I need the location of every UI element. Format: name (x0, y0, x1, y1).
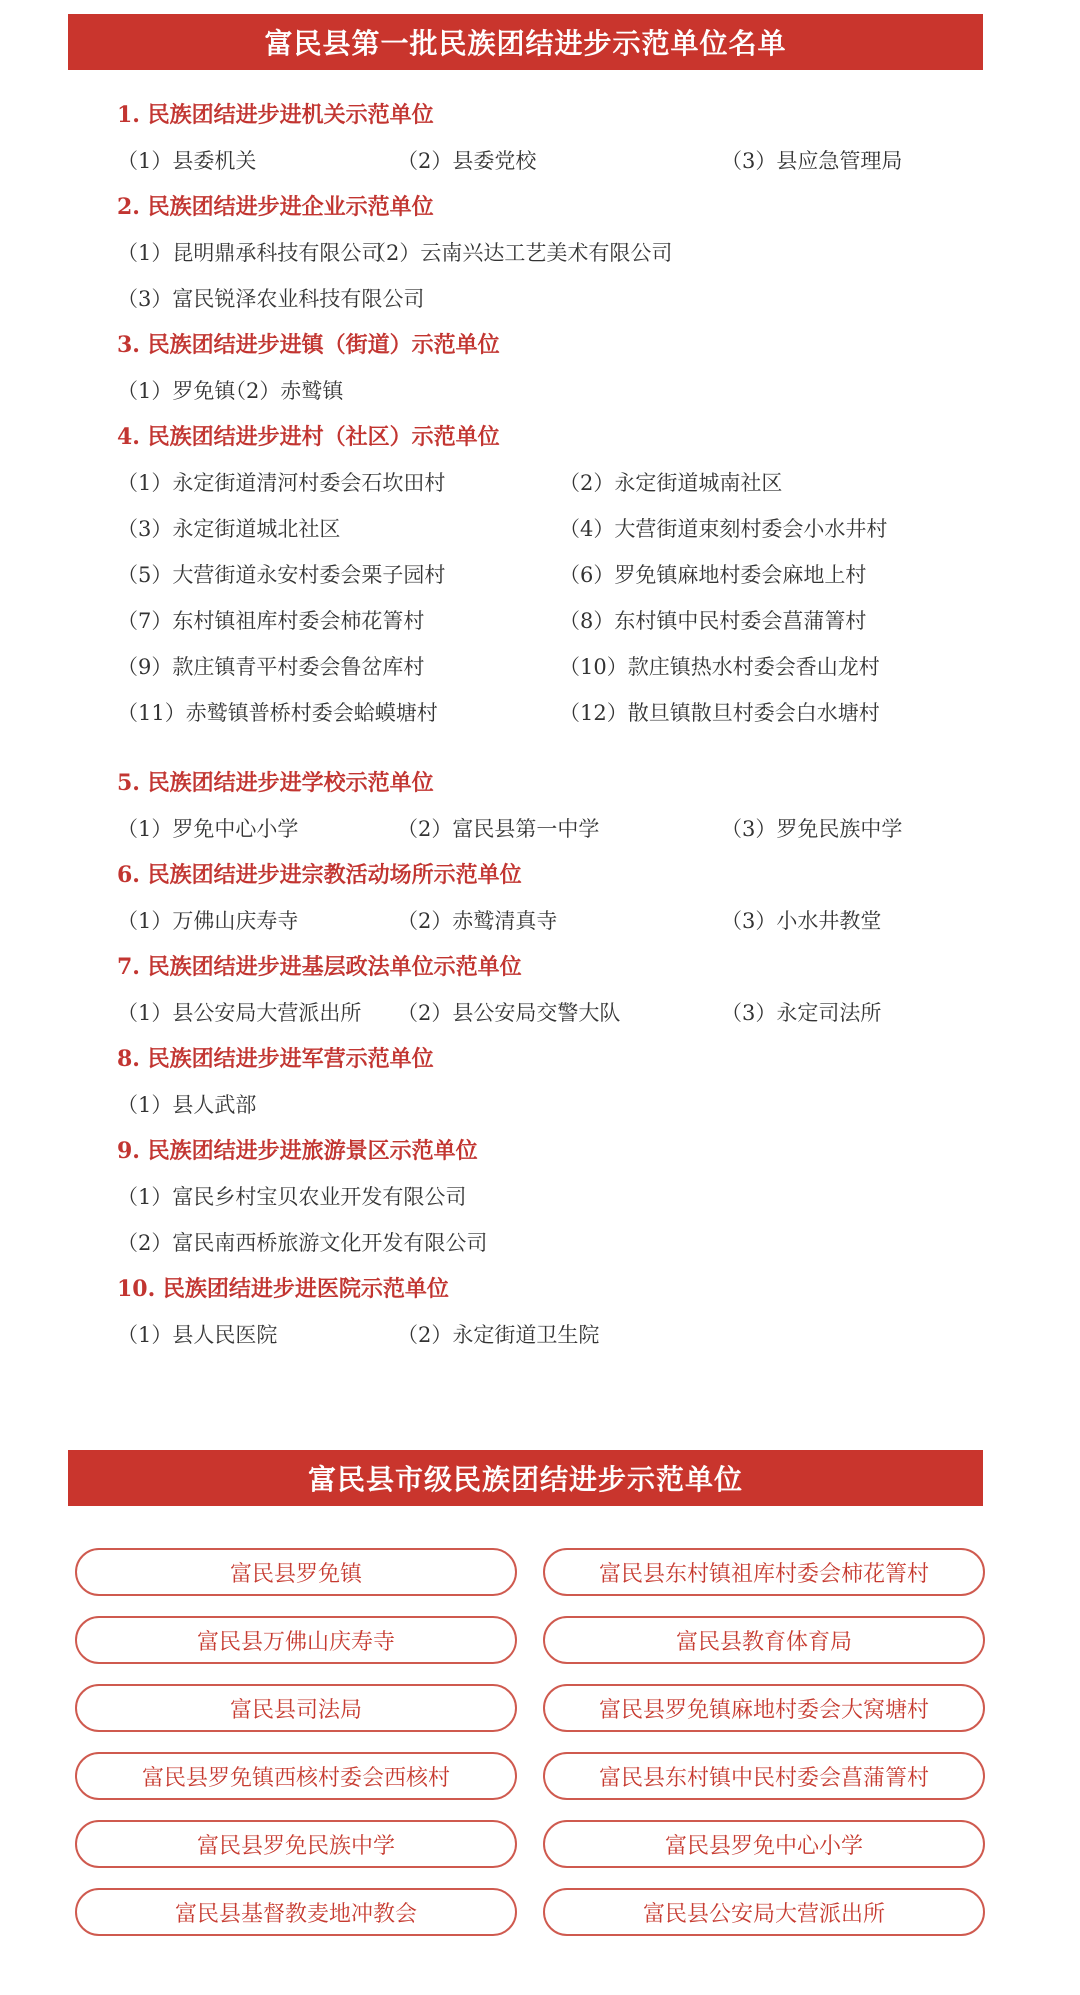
unit-row (117, 690, 997, 736)
category-title: 10. 民族团结进步进医院示范单位 (117, 1276, 449, 1302)
unit-item: （2）赤鹫清真寺 (397, 909, 558, 933)
unit-item: （1）县公安局大营派出所 (117, 1001, 362, 1025)
city-unit-pill: 富民县罗免镇 (75, 1548, 517, 1596)
unit-row (117, 506, 997, 552)
category-title: 4. 民族团结进步进村（社区）示范单位 (117, 424, 500, 450)
city-unit-pill: 富民县罗免中心小学 (543, 1820, 985, 1868)
unit-item: （5）大营街道永安村委会栗子园村 (117, 563, 446, 587)
city-unit-pill: 富民县东村镇祖库村委会柿花箐村 (543, 1548, 985, 1596)
unit-item: （1）昆明鼎承科技有限公司 (117, 241, 383, 265)
category-title: 7. 民族团结进步进基层政法单位示范单位 (117, 954, 522, 980)
unit-item: （3）小水井教堂 (721, 909, 882, 933)
city-level-unit-grid (75, 1548, 985, 1936)
unit-row (117, 806, 997, 852)
unit-item: （6）罗免镇麻地村委会麻地上村 (559, 563, 867, 587)
unit-row (117, 368, 997, 414)
unit-row (117, 990, 997, 1036)
city-unit-pill: 富民县罗免镇麻地村委会大窝塘村 (543, 1684, 985, 1732)
unit-item: （1）罗免中心小学 (117, 817, 299, 841)
city-unit-pill: 富民县万佛山庆寿寺 (75, 1616, 517, 1664)
unit-row (117, 1312, 997, 1358)
unit-item: （2）富民县第一中学 (397, 817, 600, 841)
unit-row (117, 1220, 997, 1266)
unit-row (117, 644, 997, 690)
unit-item: （2）永定街道卫生院 (397, 1323, 600, 1347)
unit-item: （1）万佛山庆寿寺 (117, 909, 299, 933)
unit-row (117, 138, 997, 184)
unit-row (117, 460, 997, 506)
city-unit-pill: 富民县罗免民族中学 (75, 1820, 517, 1868)
unit-item: （8）东村镇中民村委会菖蒲箐村 (559, 609, 867, 633)
unit-item: （3）永定司法所 (721, 1001, 882, 1025)
unit-row (117, 276, 997, 322)
category-title: 8. 民族团结进步进军营示范单位 (117, 1046, 434, 1072)
city-unit-pill: 富民县公安局大营派出所 (543, 1888, 985, 1936)
unit-item: （7）东村镇祖库村委会柿花箐村 (117, 609, 425, 633)
city-unit-pill: 富民县教育体育局 (543, 1616, 985, 1664)
unit-item: （3）县应急管理局 (721, 149, 903, 173)
city-unit-pill: 富民县基督教麦地冲教会 (75, 1888, 517, 1936)
category-title: 6. 民族团结进步进宗教活动场所示范单位 (117, 862, 522, 888)
unit-item: （2）富民南西桥旅游文化开发有限公司 (117, 1231, 488, 1255)
unit-item: （1）县人武部 (117, 1093, 257, 1117)
city-level-title-banner: 富民县市级民族团结进步示范单位 (68, 1450, 983, 1506)
unit-item: （3）富民锐泽农业科技有限公司 (117, 287, 425, 311)
section-title-banner: 富民县第一批民族团结进步示范单位名单 (68, 14, 983, 70)
unit-item: （2）县公安局交警大队 (397, 1001, 621, 1025)
unit-item: （11）赤鹫镇普桥村委会蛤蟆塘村 (117, 701, 438, 725)
unit-row (117, 598, 997, 644)
unit-item: （10）款庄镇热水村委会香山龙村 (559, 655, 880, 679)
unit-item: （1）罗免镇 (117, 379, 236, 403)
city-unit-pill: 富民县司法局 (75, 1684, 517, 1732)
category-title: 2. 民族团结进步进企业示范单位 (117, 194, 434, 220)
category-title: 1. 民族团结进步进机关示范单位 (117, 102, 434, 128)
unit-item: （1）县委机关 (117, 149, 257, 173)
unit-item: （9）款庄镇青平村委会鲁岔库村 (117, 655, 425, 679)
category-title: 3. 民族团结进步进镇（街道）示范单位 (117, 332, 500, 358)
city-unit-pill: 富民县东村镇中民村委会菖蒲箐村 (543, 1752, 985, 1800)
unit-item: （12）散旦镇散旦村委会白水塘村 (559, 701, 880, 725)
unit-row (117, 230, 997, 276)
city-unit-pill: 富民县罗免镇西核村委会西核村 (75, 1752, 517, 1800)
unit-item: （2）赤鹫镇 (225, 379, 344, 403)
unit-row (117, 1082, 997, 1128)
unit-item: （2）云南兴达工艺美术有限公司 (365, 241, 673, 265)
category-title: 5. 民族团结进步进学校示范单位 (117, 770, 434, 796)
unit-item: （1）富民乡村宝贝农业开发有限公司 (117, 1185, 467, 1209)
category-title: 9. 民族团结进步进旅游景区示范单位 (117, 1138, 478, 1164)
unit-row (117, 898, 997, 944)
unit-item: （3）永定街道城北社区 (117, 517, 341, 541)
unit-item: （4）大营街道束刻村委会小水井村 (559, 517, 888, 541)
unit-item: （3）罗免民族中学 (721, 817, 903, 841)
unit-row (117, 1174, 997, 1220)
unit-item: （2）永定街道城南社区 (559, 471, 783, 495)
unit-item: （2）县委党校 (397, 149, 537, 173)
unit-item: （1）永定街道清河村委会石坎田村 (117, 471, 446, 495)
unit-row (117, 552, 997, 598)
demonstration-unit-list (117, 92, 997, 1358)
unit-item: （1）县人民医院 (117, 1323, 278, 1347)
